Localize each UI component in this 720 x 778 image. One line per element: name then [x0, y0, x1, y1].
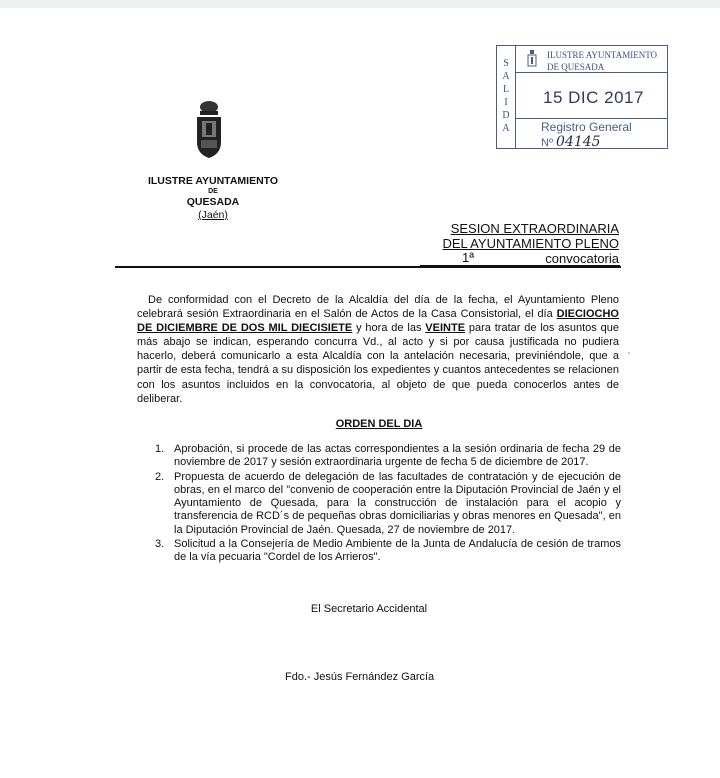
paragraph-intro: De conformidad con el Decreto de la Alcaldía del día de la fecha, el Ayuntamiento Pleno celebrará sesión Extraordinaria en el Salón de Actos de la Casa Consistorial, el día	[137, 294, 619, 321]
stamp-registry-label: Registro General	[541, 120, 632, 134]
agenda-item	[155, 443, 621, 470]
call-number: 1ª	[462, 250, 475, 265]
stamp-number-prefix: Nº	[541, 137, 553, 149]
entity-line1: ILUSTRE AYUNTAMIENTO	[147, 175, 279, 187]
agenda-item-text: Aprobación, si procede de las actas correspondientes a la sesión ordinaria de fecha 29 de noviembre de 2017 y sesión extraordinaria urgente de fecha 5 de diciembre de 2017.	[174, 443, 621, 469]
stamp-side-letter: L	[502, 84, 510, 95]
header-rule	[115, 266, 621, 268]
meeting-hour: VEINTE	[425, 322, 466, 335]
paragraph-hour-intro: y hora de las	[352, 322, 426, 335]
agenda-heading	[0, 414, 720, 432]
stamp-crest-icon	[527, 50, 537, 70]
agenda-item-number: 3.	[155, 538, 165, 551]
call-label: convocatoria	[545, 251, 619, 266]
issuing-entity	[133, 175, 293, 222]
agenda-title: ORDEN DEL DIA	[335, 418, 423, 430]
stamp-registry-number	[541, 134, 601, 150]
entity-line3: QUESADA	[186, 196, 240, 208]
agenda-item-text: Solicitud a la Consejería de Medio Ambiente de la Junta de Andalucía de cesión de tramos de la vía pecuaria "Cordel de los Arrieros".	[174, 538, 621, 564]
stamp-divider	[516, 72, 667, 73]
stamp-handwritten-number: 04145	[556, 134, 601, 150]
session-call	[420, 251, 620, 266]
secretary-label: El Secretario Accidental	[310, 603, 428, 615]
agenda-list	[155, 443, 621, 566]
stamp-side-letter: S	[503, 58, 509, 69]
agenda-item-text: Propuesta de acuerdo de delegación de las facultades de contratación y de ejecución de obras, en el marco del "convenio de cooperación entre la Diputación Provincial de Jaén y el Ayuntamiento de Quesada, para la construcción de instalación para el acopio y transferencia de RCD´s de pequeñas obras domiciliarias y obras menores en Quesada", en la Diputación Provincial de Jaén. Quesada, 27 de noviembre de 2017.	[174, 470, 621, 536]
agenda-item	[155, 538, 621, 565]
municipal-crest-icon	[193, 100, 225, 160]
stamp-divider	[516, 118, 667, 119]
entity-line2: DE	[208, 188, 218, 195]
scan-speck	[628, 352, 630, 354]
stamp-side-column	[497, 46, 516, 148]
entity-province: (Jaén)	[198, 209, 228, 221]
stamp-side-letter: A	[502, 71, 510, 82]
stamp-org-line1: ILUSTRE AYUNTAMIENTO	[547, 50, 658, 60]
signature-line: Fdo.- Jesús Fernández García	[285, 671, 435, 683]
paragraph-body: para tratar de los asuntos que más abajo se indican, esperando concurra Vd., al acto y si por causa justificada no pudiera hacerlo, deberá comunicarlo a esta Alcaldía con la antelación necesaria, previniéndole, que a partir de esta fecha, tendrá a su disposición los expedientes y cuantos antecedentes se relacionen con los asuntos incluidos en la convocatoria, al objeto de que pueda conocerlos antes de deliberar.	[137, 322, 619, 405]
session-line1: SESION EXTRAORDINARIA	[450, 221, 619, 236]
agenda-item-number: 2.	[155, 470, 165, 483]
agenda-item	[155, 471, 621, 537]
agenda-item-number: 1.	[155, 443, 165, 455]
registry-stamp	[496, 45, 668, 149]
stamp-side-letter: D	[502, 110, 510, 121]
viewer-top-bar	[0, 0, 720, 8]
stamp-side-letter: A	[502, 123, 510, 134]
stamp-org-line2: DE QUESADA	[547, 62, 605, 72]
session-line2: DEL AYUNTAMIENTO PLENO	[442, 236, 619, 251]
stamp-side-letter: I	[504, 97, 508, 108]
summons-paragraph	[137, 293, 619, 406]
meeting-date: DIECIOCHO DE DICIEMBRE DE DOS MIL DIECISIETE	[137, 308, 619, 335]
stamp-date: 15 DIC 2017	[543, 88, 644, 107]
secretary-title	[0, 603, 720, 615]
session-title	[442, 221, 619, 251]
